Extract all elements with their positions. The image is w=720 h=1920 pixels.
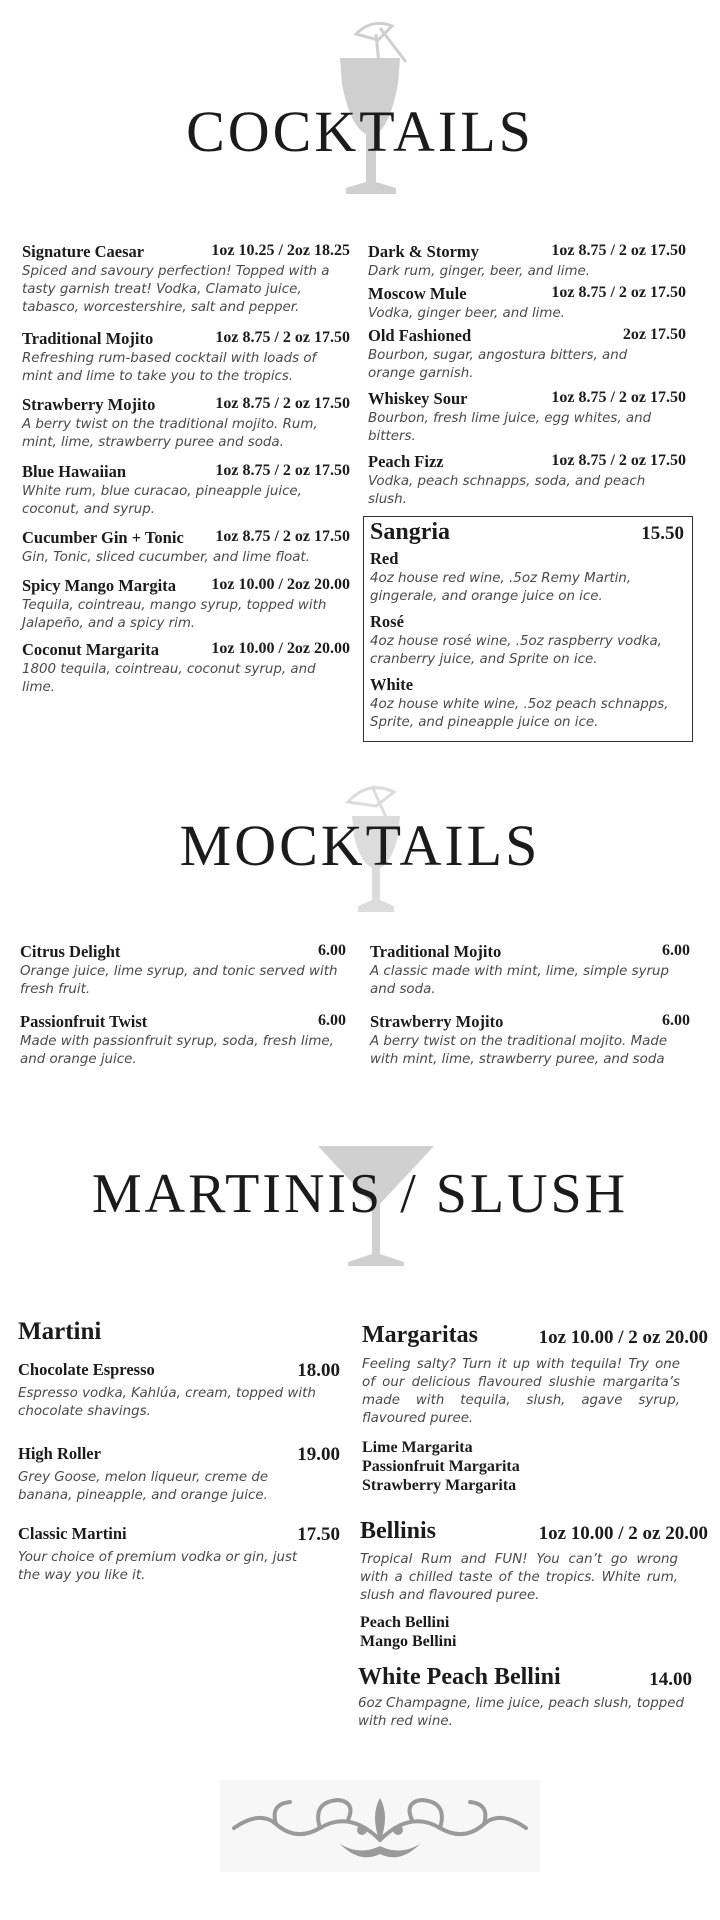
flourish-ornament — [220, 1780, 540, 1872]
white-peach-price: 14.00 — [649, 1669, 692, 1690]
item-price: 6.00 — [662, 1012, 690, 1029]
item-price: 1oz 10.00 / 2oz 20.00 — [211, 640, 350, 657]
item-name: Blue Hawaiian — [22, 462, 127, 481]
bellini-flavour: Peach Bellini — [360, 1614, 450, 1631]
bellinis-block — [360, 1518, 708, 1651]
item-price: 1oz 8.75 / 2 oz 17.50 — [551, 284, 686, 301]
item-price: 1oz 8.75 / 2 oz 17.50 — [215, 462, 350, 479]
item-price: 1oz 8.75 / 2 oz 17.50 — [551, 242, 686, 259]
item-price: 6.00 — [318, 942, 346, 959]
margaritas-block — [362, 1322, 708, 1495]
menu-item — [368, 284, 686, 323]
item-price: 17.50 — [297, 1524, 340, 1545]
item-desc: Espresso vodka, Kahlúa, cream, topped with chocolate shavings. — [18, 1386, 316, 1419]
bellinis-price: 1oz 10.00 / 2 oz 20.00 — [538, 1523, 708, 1544]
item-desc: Refreshing rum-based cocktail with loads of mint and lime to take you to the tropics. — [22, 351, 317, 384]
menu-item — [20, 1012, 346, 1069]
item-name: Cucumber Gin + Tonic — [22, 528, 184, 547]
item-name: Spicy Mango Margita — [22, 576, 176, 595]
item-name: Signature Caesar — [22, 242, 145, 261]
item-desc: Gin, Tonic, sliced cucumber, and lime float. — [22, 550, 310, 565]
item-desc: A berry twist on the traditional mojito. Rum, mint, lime, strawberry puree and soda. — [22, 417, 318, 450]
menu-item — [20, 942, 346, 999]
menu-item — [370, 942, 690, 999]
margarita-flavour: Passionfruit Margarita — [362, 1458, 520, 1475]
sangria-variant — [370, 612, 686, 669]
menu-item — [368, 326, 686, 383]
menu-item — [22, 528, 350, 567]
margarita-flavour: Strawberry Margarita — [362, 1477, 517, 1494]
bellini-flavour: Mango Bellini — [360, 1633, 457, 1650]
item-desc: 1800 tequila, cointreau, coconut syrup, and lime. — [22, 662, 316, 695]
item-name: Classic Martini — [18, 1524, 127, 1543]
item-price: 1oz 10.25 / 2oz 18.25 — [211, 242, 350, 259]
item-name: Moscow Mule — [368, 284, 467, 303]
sangria-price: 15.50 — [641, 523, 684, 544]
item-desc: Orange juice, lime syrup, and tonic served with fresh fruit. — [20, 964, 338, 997]
menu-item — [22, 576, 350, 633]
item-name: Peach Fizz — [368, 452, 444, 471]
sangria-box — [363, 516, 693, 742]
item-price: 1oz 8.75 / 2 oz 17.50 — [215, 395, 350, 412]
item-desc: Vodka, peach schnapps, soda, and peach slush. — [368, 474, 646, 507]
item-desc: White rum, blue curacao, pineapple juice, coconut, and syrup. — [22, 484, 302, 517]
item-price: 1oz 8.75 / 2 oz 17.50 — [215, 528, 350, 545]
sangria-variant-desc: 4oz house rosé wine, .5oz raspberry vodka, cranberry juice, and Sprite on ice. — [370, 634, 662, 667]
menu-item — [18, 1444, 340, 1505]
martini-heading: Martini — [18, 1318, 102, 1345]
sangria-name: Sangria — [370, 519, 451, 545]
item-name: Coconut Margarita — [22, 640, 160, 659]
bellinis-desc: Tropical Rum and FUN! You can’t go wrong with a chilled taste of the tropics. White rum, slush and flavoured puree. — [360, 1552, 678, 1603]
item-name: Old Fashioned — [368, 326, 472, 345]
item-name: Chocolate Espresso — [18, 1360, 155, 1379]
menu-item — [368, 452, 686, 509]
item-price: 2oz 17.50 — [622, 326, 686, 343]
sangria-variant-desc: 4oz house red wine, .5oz Remy Martin, gingerale, and orange juice on ice. — [370, 571, 632, 604]
sangria-variant — [370, 549, 686, 606]
menu-item — [22, 329, 350, 386]
item-price: 6.00 — [662, 942, 690, 959]
item-desc: Dark rum, ginger, beer, and lime. — [368, 264, 591, 279]
item-name: Citrus Delight — [20, 942, 121, 961]
item-desc: Made with passionfruit syrup, soda, fresh lime, and orange juice. — [20, 1034, 334, 1067]
item-desc: Grey Goose, melon liqueur, creme de banana, pineapple, and orange juice. — [18, 1470, 269, 1503]
item-desc: A berry twist on the traditional mojito. Made with mint, lime, strawberry puree, and soda — [370, 1034, 668, 1067]
item-desc: Your choice of premium vodka or gin, just the way you like it. — [18, 1550, 298, 1583]
item-name: Whiskey Sour — [368, 389, 468, 408]
sangria-variant — [370, 675, 686, 732]
menu-item — [22, 640, 350, 697]
white-peach-block — [358, 1664, 692, 1731]
menu-item — [18, 1360, 340, 1421]
margaritas-desc: Feeling salty? Turn it up with tequila! Try one of our delicious flavoured slushie margarita’s made with tequila, slush, agave syrup, flavoured puree. — [362, 1357, 680, 1426]
item-desc: Vodka, ginger beer, and lime. — [368, 306, 565, 321]
menu-item — [18, 1524, 340, 1585]
item-name: Passionfruit Twist — [20, 1012, 148, 1031]
item-desc: Bourbon, fresh lime juice, egg whites, and bitters. — [368, 411, 652, 444]
item-name: Traditional Mojito — [22, 329, 154, 348]
sangria-variant-desc: 4oz house white wine, .5oz peach schnapps, Sprite, and pineapple juice on ice. — [370, 697, 669, 730]
item-price: 18.00 — [297, 1360, 340, 1381]
item-name: High Roller — [18, 1444, 101, 1463]
item-name: Traditional Mojito — [370, 942, 502, 961]
menu-item — [22, 395, 350, 452]
margaritas-name: Margaritas — [362, 1322, 478, 1348]
white-peach-desc: 6oz Champagne, lime juice, peach slush, topped with red wine. — [358, 1696, 684, 1729]
item-desc: Spiced and savoury perfection! Topped with a tasty garnish treat! Vodka, Clamato juice, tabasco, worcestershire, salt and pepper. — [22, 264, 330, 315]
item-price: 19.00 — [297, 1444, 340, 1465]
martinis-title: MARTINIS / SLUSH — [91, 1163, 629, 1225]
sangria-variant-name: Red — [370, 549, 399, 568]
menu-item — [370, 1012, 690, 1069]
sangria-variant-name: Rosé — [370, 612, 404, 631]
margarita-flavour: Lime Margarita — [362, 1439, 473, 1456]
item-price: 1oz 8.75 / 2 oz 17.50 — [551, 452, 686, 469]
item-name: Dark & Stormy — [368, 242, 479, 261]
item-desc: A classic made with mint, lime, simple syrup and soda. — [370, 964, 670, 997]
bellinis-name: Bellinis — [360, 1518, 437, 1544]
item-price: 6.00 — [318, 1012, 346, 1029]
margaritas-price: 1oz 10.00 / 2 oz 20.00 — [538, 1327, 708, 1348]
item-price: 1oz 8.75 / 2 oz 17.50 — [551, 389, 686, 406]
item-price: 1oz 10.00 / 2oz 20.00 — [211, 576, 350, 593]
item-price: 1oz 8.75 / 2 oz 17.50 — [215, 329, 350, 346]
menu-item — [22, 462, 350, 519]
item-desc: Tequila, cointreau, mango syrup, topped with Jalapeño, and a spicy rim. — [22, 598, 327, 631]
menu-item — [368, 242, 686, 281]
white-peach-name: White Peach Bellini — [358, 1664, 561, 1690]
cocktails-title: COCKTAILS — [186, 99, 534, 164]
mocktails-title: MOCKTAILS — [179, 813, 541, 878]
menu-item — [368, 389, 686, 446]
menu-item — [22, 242, 350, 317]
item-desc: Bourbon, sugar, angostura bitters, and orange garnish. — [368, 348, 628, 381]
item-name: Strawberry Mojito — [370, 1012, 504, 1031]
item-name: Strawberry Mojito — [22, 395, 156, 414]
sangria-variant-name: White — [370, 675, 414, 694]
